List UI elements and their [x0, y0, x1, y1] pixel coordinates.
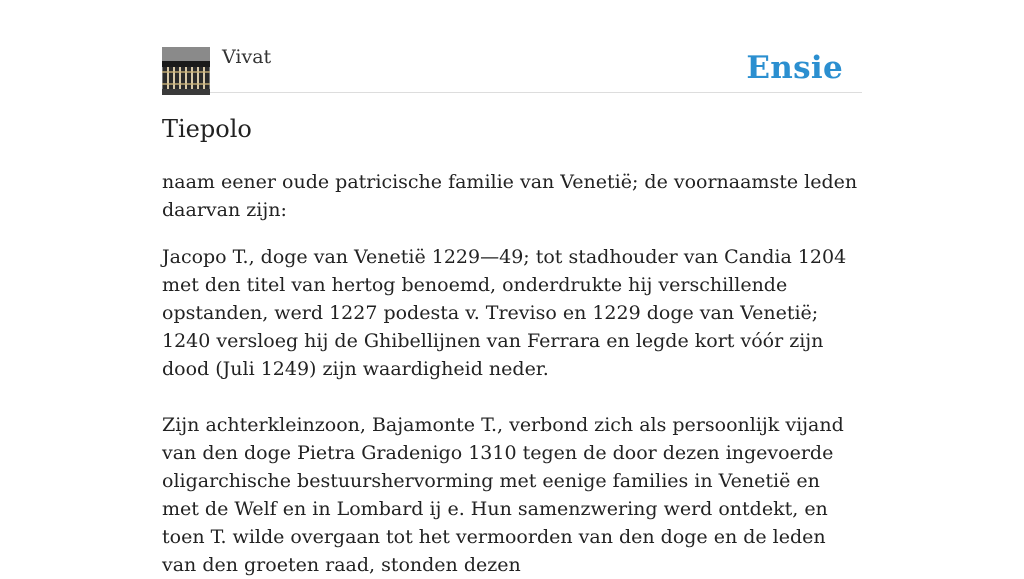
article-body [162, 168, 862, 579]
paragraph-2: Zijn achterkleinzoon, Bajamonte T., verbond zich als persoonlijk vijand van den doge Pietra Gradenigo 1310 tegen de door dezen ingevoerde oligarchische bestuurshervorming met eenige families in Venetië en met de Welf en in Lombard ij e. Hun samenzwering werd ontdekt, en toen T. wilde overgaan tot het vermoorden van den doge en de leden van den groeten raad, stonden dezen [162, 414, 844, 576]
page-title: Tiepolo [162, 115, 252, 143]
source-name[interactable]: Vivat [222, 46, 272, 68]
brand-logo[interactable]: Ensie [746, 50, 843, 86]
intro-paragraph: naam eener oude patricische familie van Venetië; de voornaamste leden daarvan zijn: [162, 171, 858, 221]
paragraph-1: Jacopo T., doge van Venetië 1229—49; tot stadhouder van Candia 1204 met den titel van hertog benoemd, onderdrukte hij verschillende opstanden, werd 1227 podesta v. Treviso en 1229 doge van Venetië; 1240 versloeg hij de Ghibellijnen van Ferrara en legde kort vóór zijn dood (Juli 1249) zijn waardigheid neder. [162, 246, 847, 380]
paragraph-spacer [162, 383, 862, 411]
header [162, 0, 862, 93]
book-spines-avatar-icon[interactable] [162, 47, 210, 95]
page [162, 0, 862, 576]
